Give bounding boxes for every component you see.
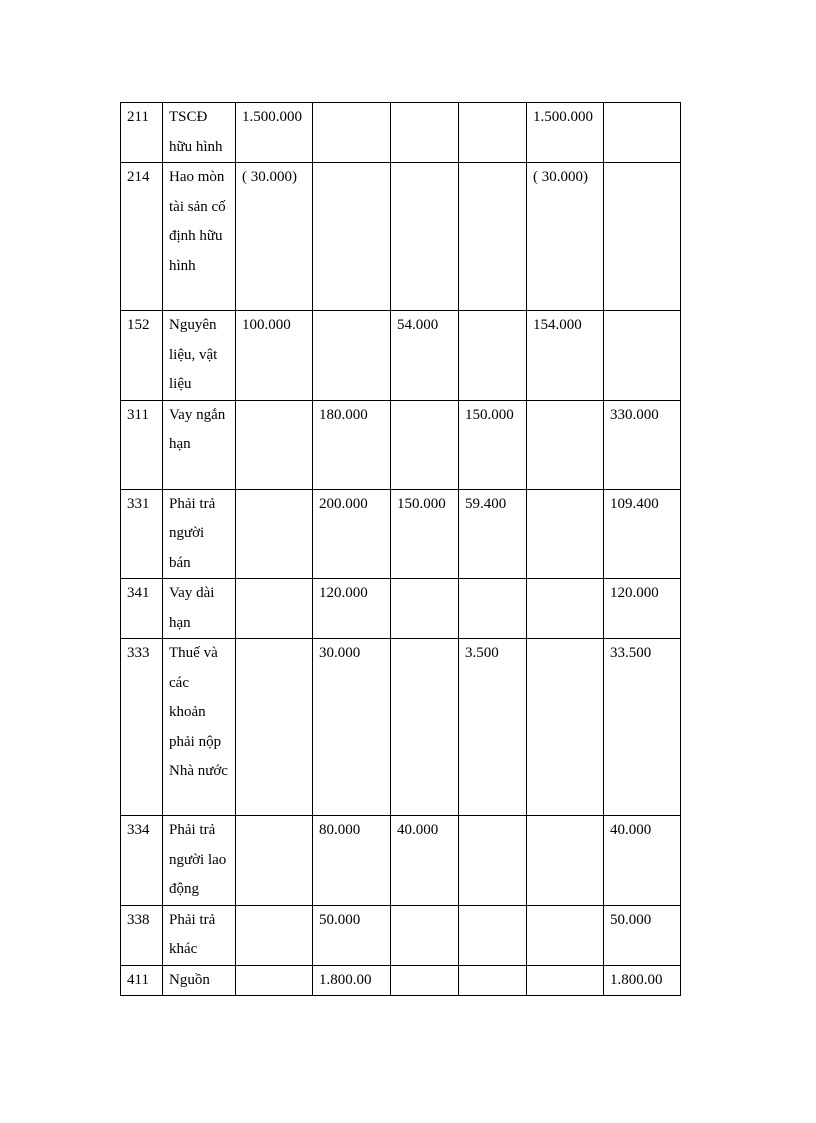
closing-credit: [604, 311, 681, 401]
account-code: 341: [121, 579, 163, 639]
account-code: 331: [121, 489, 163, 579]
account-name: Thuế và các khoản phải nộp Nhà nước: [163, 639, 236, 816]
opening-debit: [236, 400, 313, 489]
table-row: [121, 103, 681, 163]
closing-debit: [527, 579, 604, 639]
period-debit: 40.000: [391, 816, 459, 906]
opening-debit: 1.500.000: [236, 103, 313, 163]
opening-credit: [313, 311, 391, 401]
closing-debit: [527, 639, 604, 816]
account-name: Hao mòn tài sản cố định hữu hình: [163, 163, 236, 311]
opening-credit: 120.000: [313, 579, 391, 639]
closing-credit: 120.000: [604, 579, 681, 639]
period-debit: [391, 103, 459, 163]
account-code: 333: [121, 639, 163, 816]
period-credit: 59.400: [459, 489, 527, 579]
period-debit: [391, 579, 459, 639]
period-debit: [391, 905, 459, 965]
closing-debit: [527, 400, 604, 489]
period-credit: [459, 163, 527, 311]
closing-credit: [604, 163, 681, 311]
closing-debit: [527, 905, 604, 965]
account-name: Nguồn: [163, 965, 236, 996]
account-name: Vay dài hạn: [163, 579, 236, 639]
opening-debit: ( 30.000): [236, 163, 313, 311]
closing-credit: 1.800.00: [604, 965, 681, 996]
table-row: [121, 489, 681, 579]
account-name: Phải trả người bán: [163, 489, 236, 579]
opening-credit: 1.800.00: [313, 965, 391, 996]
account-balance-table: [120, 102, 681, 996]
period-credit: 3.500: [459, 639, 527, 816]
opening-debit: [236, 489, 313, 579]
table-row: [121, 965, 681, 996]
period-credit: 150.000: [459, 400, 527, 489]
account-code: 411: [121, 965, 163, 996]
closing-debit: 154.000: [527, 311, 604, 401]
table-row: [121, 639, 681, 816]
period-credit: [459, 579, 527, 639]
opening-credit: [313, 103, 391, 163]
opening-credit: 50.000: [313, 905, 391, 965]
opening-debit: 100.000: [236, 311, 313, 401]
closing-credit: 40.000: [604, 816, 681, 906]
closing-debit: [527, 816, 604, 906]
account-code: 214: [121, 163, 163, 311]
closing-credit: 109.400: [604, 489, 681, 579]
period-debit: [391, 163, 459, 311]
account-code: 311: [121, 400, 163, 489]
closing-debit: 1.500.000: [527, 103, 604, 163]
closing-debit: ( 30.000): [527, 163, 604, 311]
account-code: 152: [121, 311, 163, 401]
table-row: [121, 579, 681, 639]
period-debit: 150.000: [391, 489, 459, 579]
period-credit: [459, 816, 527, 906]
table-row: [121, 163, 681, 311]
period-credit: [459, 905, 527, 965]
period-debit: [391, 965, 459, 996]
opening-credit: 180.000: [313, 400, 391, 489]
account-name: TSCĐ hữu hình: [163, 103, 236, 163]
table-row: [121, 400, 681, 489]
opening-debit: [236, 816, 313, 906]
closing-credit: 33.500: [604, 639, 681, 816]
period-debit: [391, 639, 459, 816]
period-credit: [459, 965, 527, 996]
opening-credit: 80.000: [313, 816, 391, 906]
closing-credit: 50.000: [604, 905, 681, 965]
opening-debit: [236, 905, 313, 965]
closing-debit: [527, 965, 604, 996]
account-code: 338: [121, 905, 163, 965]
period-credit: [459, 103, 527, 163]
opening-credit: 30.000: [313, 639, 391, 816]
table-row: [121, 816, 681, 906]
closing-credit: [604, 103, 681, 163]
table-row: [121, 905, 681, 965]
account-code: 334: [121, 816, 163, 906]
period-debit: 54.000: [391, 311, 459, 401]
account-name: Phải trả khác: [163, 905, 236, 965]
opening-debit: [236, 639, 313, 816]
opening-credit: 200.000: [313, 489, 391, 579]
account-name: Nguyên liệu, vật liệu: [163, 311, 236, 401]
closing-credit: 330.000: [604, 400, 681, 489]
period-debit: [391, 400, 459, 489]
account-name: Vay ngắn hạn: [163, 400, 236, 489]
closing-debit: [527, 489, 604, 579]
account-name: Phải trả người lao động: [163, 816, 236, 906]
table-row: [121, 311, 681, 401]
opening-debit: [236, 579, 313, 639]
opening-credit: [313, 163, 391, 311]
period-credit: [459, 311, 527, 401]
account-code: 211: [121, 103, 163, 163]
opening-debit: [236, 965, 313, 996]
